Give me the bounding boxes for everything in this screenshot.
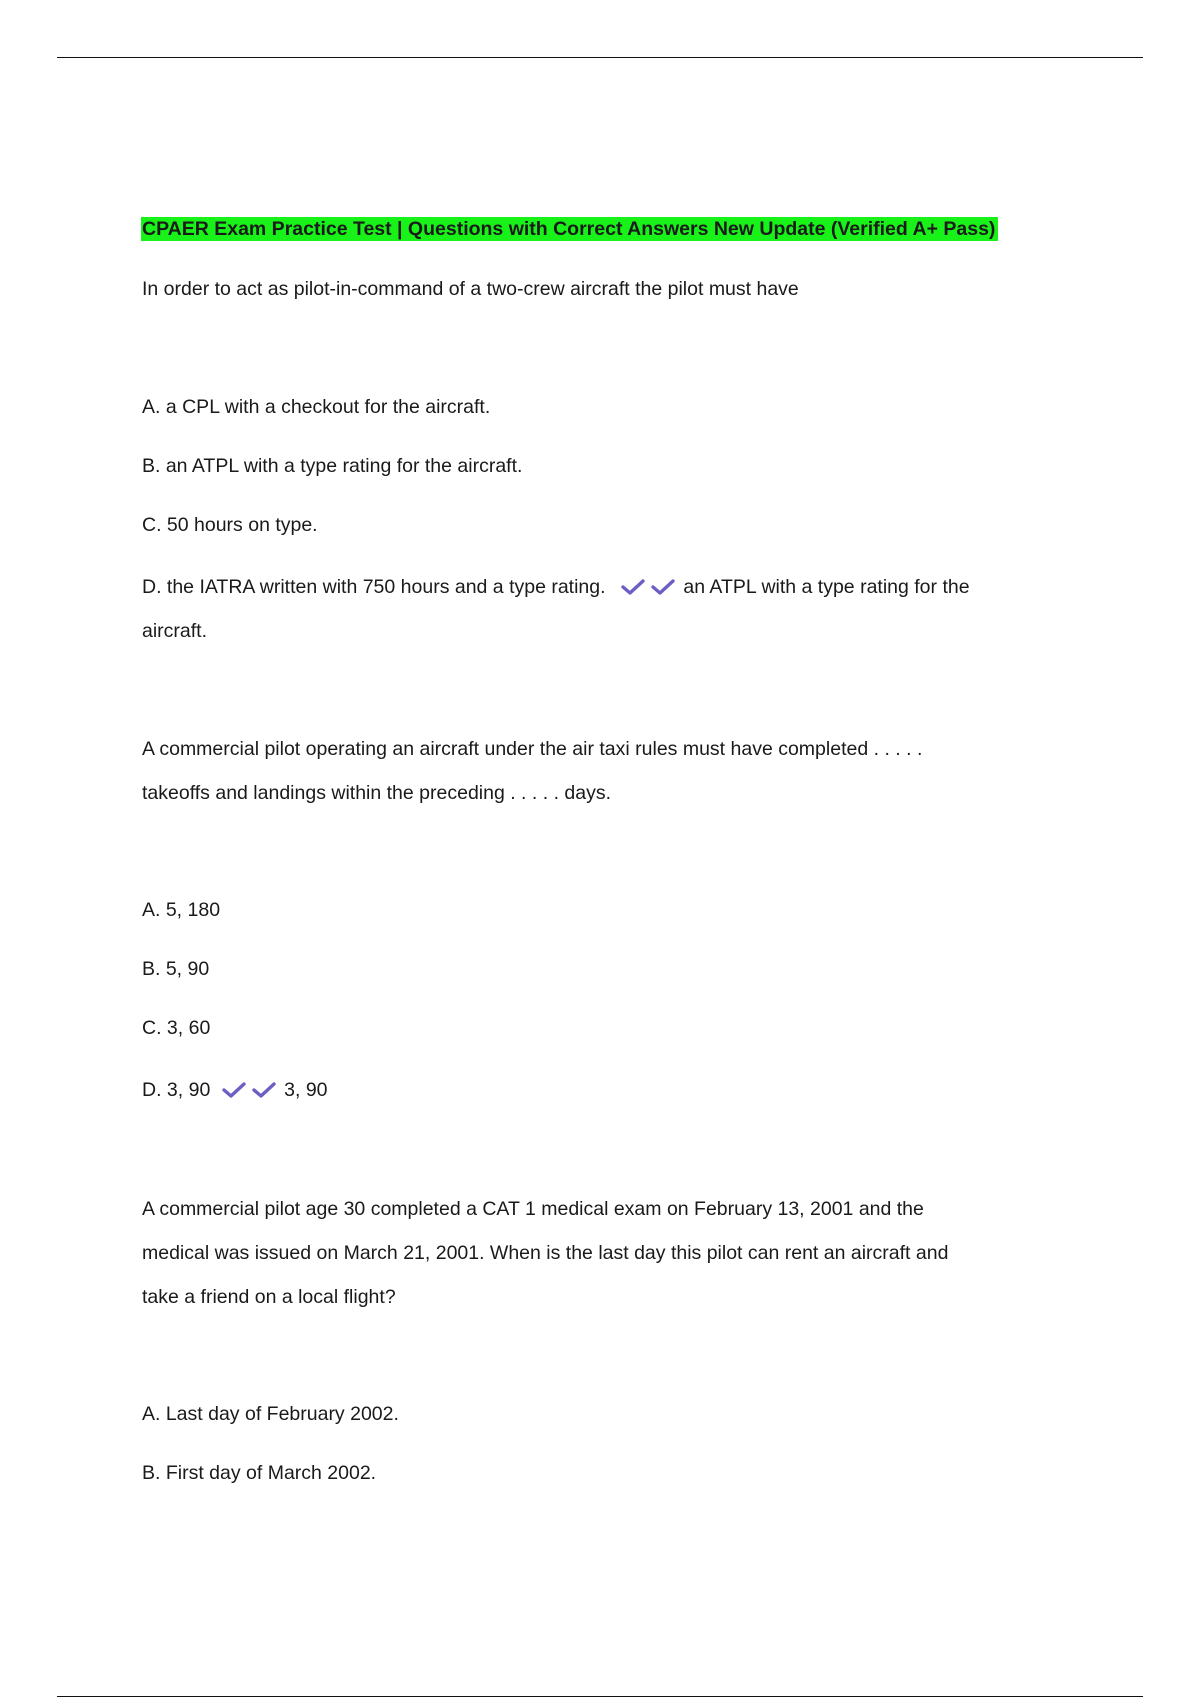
question-2-answer: 3, 90 xyxy=(284,1079,328,1101)
question-2-prompt-line-2: takeoffs and landings within the preceding . . . . . days. xyxy=(142,782,612,804)
question-3-prompt-line-2: medical was issued on March 21, 2001. When is the last day this pilot can rent an aircraft and xyxy=(142,1242,949,1264)
question-2-option-b: B. 5, 90 xyxy=(142,958,210,980)
question-2-prompt-line-1: A commercial pilot operating an aircraft under the air taxi rules must have completed . . . . . xyxy=(142,738,923,760)
checkmark-icon xyxy=(252,1081,276,1099)
question-3-prompt-line-3: take a friend on a local flight? xyxy=(142,1286,396,1308)
question-1-option-b: B. an ATPL with a type rating for the aircraft. xyxy=(142,455,523,477)
question-1-prompt: In order to act as pilot-in-command of a two-crew aircraft the pilot must have xyxy=(142,278,799,300)
question-3-option-a: A. Last day of February 2002. xyxy=(142,1403,399,1425)
question-1-option-d-placeholder: C. 50 hours on type. xyxy=(142,514,318,536)
question-1-option-a: A. a CPL with a checkout for the aircraft. xyxy=(142,396,491,418)
checkmark-icon xyxy=(651,578,675,596)
question-3-prompt-line-1: A commercial pilot age 30 completed a CAT 1 medical exam on February 13, 2001 and the xyxy=(142,1198,924,1220)
question-3-option-b: B. First day of March 2002. xyxy=(142,1462,377,1484)
question-1-answer: an ATPL with a type rating for the xyxy=(683,576,970,598)
header-rule xyxy=(57,57,1143,58)
question-2-option-d-row xyxy=(142,1078,328,1102)
question-2-option-c: C. 3, 60 xyxy=(142,1017,211,1039)
question-1-option-d-row xyxy=(142,575,970,599)
checkmark-icon xyxy=(222,1081,246,1099)
question-1-answer-continued: aircraft. xyxy=(142,620,208,642)
checkmark-icon xyxy=(621,578,645,596)
question-2-option-d: D. 3, 90 xyxy=(142,1079,211,1101)
footer-rule xyxy=(57,1696,1143,1697)
document-title: CPAER Exam Practice Test | Questions with Correct Answers New Update (Verified A+ Pass) xyxy=(141,217,998,241)
question-1-option-d: D. the IATRA written with 750 hours and a type rating. xyxy=(142,576,606,598)
question-2-option-a: A. 5, 180 xyxy=(142,899,221,921)
